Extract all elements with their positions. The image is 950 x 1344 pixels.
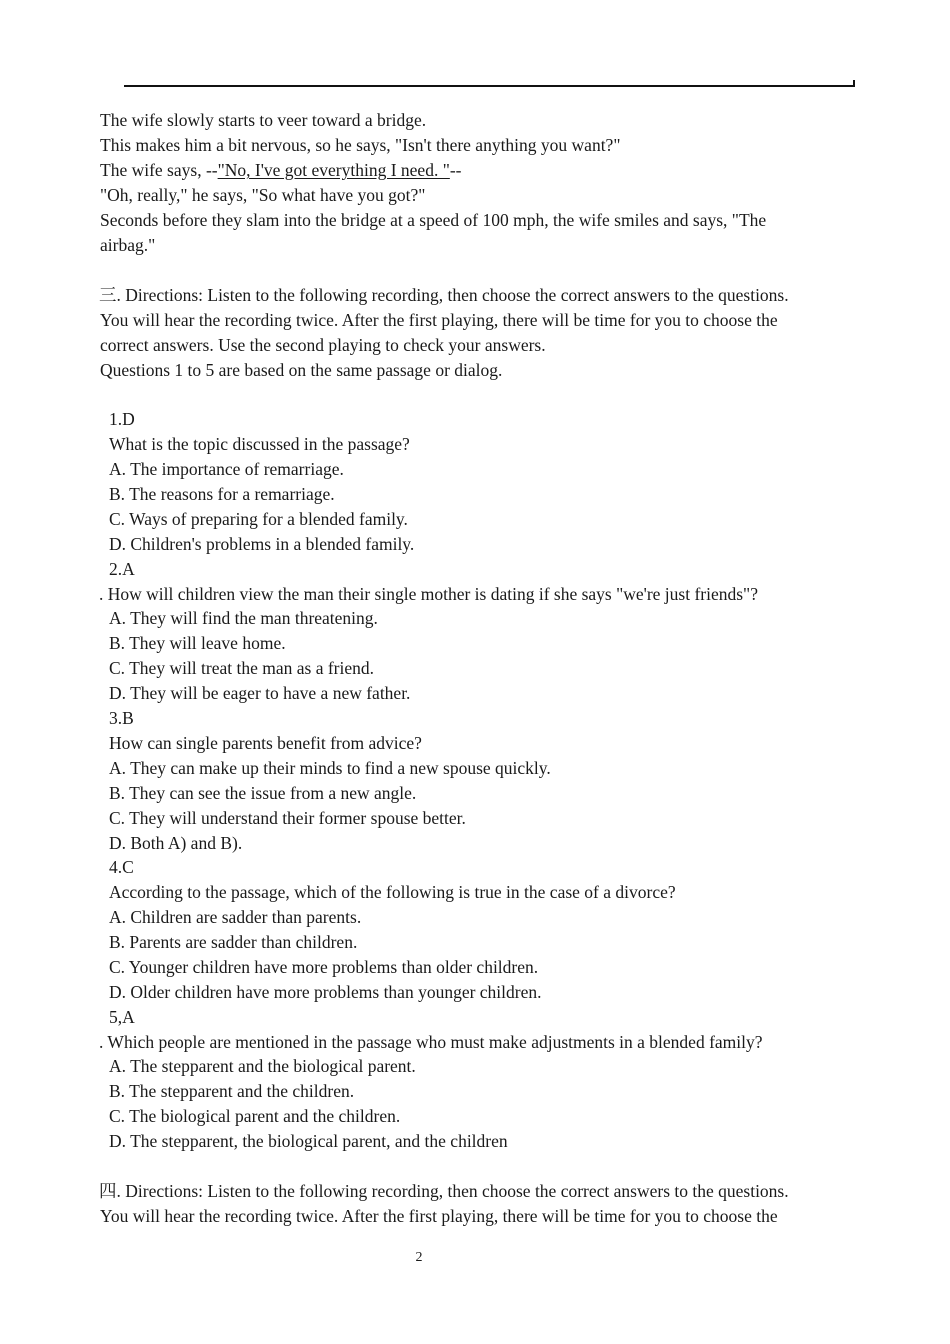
option: D. Children's problems in a blended family. [109,534,415,554]
option: D. Older children have more problems than younger children. [109,982,542,1002]
page-number: 2 [415,1250,423,1265]
option: B. The reasons for a remarriage. [109,484,335,504]
option: A. They can make up their minds to find a new spouse quickly. [109,758,551,778]
option: C. They will understand their former spouse better. [109,808,466,828]
answer-key: 2.A [109,559,135,579]
option: A. They will find the man threatening. [109,608,378,628]
option: D. Both A) and B). [109,833,243,853]
story-line: airbag." [100,235,156,255]
option: C. The biological parent and the children. [109,1106,401,1126]
question-text: . Which people are mentioned in the passage who must make adjustments in a blended family? [99,1032,763,1052]
option: B. The stepparent and the children. [109,1081,355,1101]
story-line: The wife slowly starts to veer toward a bridge. [100,110,427,130]
story-text: The wife says, -- [100,160,218,180]
section4-directions: You will hear the recording twice. After the first playing, there will be time for you to choose the [100,1206,778,1226]
option: D. They will be eager to have a new father. [109,683,411,703]
answer-key: 1.D [109,409,135,429]
option: C. Younger children have more problems than older children. [109,957,539,977]
header-rule [124,85,855,87]
option: C. Ways of preparing for a blended family. [109,509,408,529]
section4-directions: 四. Directions: Listen to the following recording, then choose the correct answers to the questions. [99,1181,789,1201]
section3-directions: 三. Directions: Listen to the following recording, then choose the correct answers to the questions. [99,285,789,305]
option: B. They will leave home. [109,633,286,653]
question-text: According to the passage, which of the following is true in the case of a divorce? [109,882,676,902]
option: B. They can see the issue from a new angle. [109,783,417,803]
question-text: How can single parents benefit from advice? [109,733,422,753]
option: C. They will treat the man as a friend. [109,658,375,678]
underlined-answer: "No, I've got everything I need. " [217,160,450,180]
header-rule-tick [853,80,855,87]
answer-key: 3.B [109,708,134,728]
section3-directions: correct answers. Use the second playing to check your answers. [100,335,546,355]
option: D. The stepparent, the biological parent, and the children [109,1131,508,1151]
option: B. Parents are sadder than children. [109,932,358,952]
answer-key: 5,A [109,1007,135,1027]
story-text: -- [449,160,462,180]
story-line: This makes him a bit nervous, so he says, "Isn't there anything you want?" [100,135,621,155]
answer-key: 4.C [109,857,134,877]
story-line-quote [100,160,462,180]
question-text: What is the topic discussed in the passage? [109,434,410,454]
option: A. The stepparent and the biological parent. [109,1056,416,1076]
section3-note: Questions 1 to 5 are based on the same passage or dialog. [100,360,503,380]
option: A. Children are sadder than parents. [109,907,362,927]
section3-directions: You will hear the recording twice. After the first playing, there will be time for you to choose the [100,310,778,330]
story-line: Seconds before they slam into the bridge at a speed of 100 mph, the wife smiles and says, "The [100,210,767,230]
question-text: . How will children view the man their single mother is dating if she says "we're just friends"? [99,584,758,604]
story-line: "Oh, really," he says, "So what have you got?" [100,185,426,205]
option: A. The importance of remarriage. [109,459,344,479]
